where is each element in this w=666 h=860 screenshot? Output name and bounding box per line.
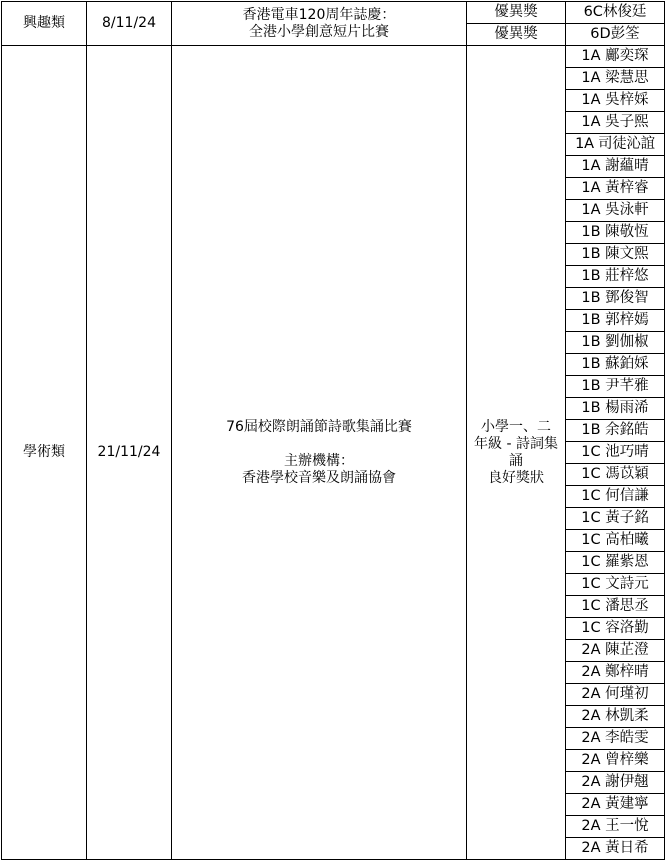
student-name-cell: 1B 鄧俊智 — [566, 288, 665, 310]
date-cell: 21/11/24 — [87, 46, 172, 860]
student-name-cell: 1C 馮苡穎 — [566, 464, 665, 486]
student-name-cell: 1C 何信謙 — [566, 486, 665, 508]
student-name-cell: 2A 鄭梓晴 — [566, 662, 665, 684]
student-name-cell: 6C林俊廷 — [566, 2, 665, 24]
table-row — [2, 2, 665, 24]
award-cell: 優異獎 — [467, 24, 566, 46]
organizer-name: 香港學校音樂及朗誦協會 — [242, 469, 396, 486]
student-name-cell: 1A 梁慧思 — [566, 68, 665, 90]
table-row — [2, 46, 665, 68]
student-name-cell: 1B 郭梓嫣 — [566, 310, 665, 332]
student-name-cell: 2A 林凱柔 — [566, 706, 665, 728]
student-name-cell: 2A 黃日希 — [566, 838, 665, 860]
student-name-cell: 1A 黃梓睿 — [566, 178, 665, 200]
student-name-cell: 1B 蘇鉑婇 — [566, 354, 665, 376]
student-name-cell: 2A 謝伊翹 — [566, 772, 665, 794]
student-name-cell: 2A 何瑾初 — [566, 684, 665, 706]
student-name-cell: 1A 吳子熙 — [566, 112, 665, 134]
student-name-cell: 1B 余銘皓 — [566, 420, 665, 442]
student-name-cell: 2A 王一悅 — [566, 816, 665, 838]
student-name-cell: 2A 李皓雯 — [566, 728, 665, 750]
event-cell — [172, 46, 467, 860]
award-line: 小學一、二 — [481, 418, 551, 435]
student-name-cell: 1B 陳文熙 — [566, 244, 665, 266]
awards-table — [1, 1, 665, 860]
event-cell — [172, 2, 467, 46]
student-name-cell: 2A 陳芷澄 — [566, 640, 665, 662]
event-line: 全港小學創意短片比賽 — [249, 23, 389, 40]
student-name-cell: 1C 容洛勤 — [566, 618, 665, 640]
student-name-cell: 1B 劉伽椒 — [566, 332, 665, 354]
award-cell: 優異獎 — [467, 2, 566, 24]
student-name-cell: 1A 吳泳軒 — [566, 200, 665, 222]
student-name-cell: 1A 鄺奕琛 — [566, 46, 665, 68]
student-name-cell: 6D彭筌 — [566, 24, 665, 46]
organizer-label: 主辦機構： — [284, 452, 354, 469]
student-name-cell: 1B 尹芊雅 — [566, 376, 665, 398]
student-name-cell: 1B 楊雨浠 — [566, 398, 665, 420]
award-cell — [467, 46, 566, 860]
student-name-cell: 1C 羅紫恩 — [566, 552, 665, 574]
student-name-cell: 2A 黃建寧 — [566, 794, 665, 816]
category-cell: 興趣類 — [2, 2, 87, 46]
student-name-cell: 2A 曾梓樂 — [566, 750, 665, 772]
category-cell: 學術類 — [2, 46, 87, 860]
student-name-cell: 1A 謝蘊晴 — [566, 156, 665, 178]
student-name-cell: 1A 司徒沁誼 — [566, 134, 665, 156]
award-line: 誦 — [509, 452, 523, 469]
student-name-cell: 1C 高柏曦 — [566, 530, 665, 552]
student-name-cell: 1C 池巧晴 — [566, 442, 665, 464]
student-name-cell: 1A 吳梓婇 — [566, 90, 665, 112]
event-title: 76屆校際朗誦節詩歌集誦比賽 — [226, 418, 412, 435]
award-line: 良好獎狀 — [488, 469, 544, 486]
student-name-cell: 1C 文詩元 — [566, 574, 665, 596]
date-cell: 8/11/24 — [87, 2, 172, 46]
student-name-cell: 1C 黃子銘 — [566, 508, 665, 530]
student-name-cell: 1C 潘思丞 — [566, 596, 665, 618]
event-line: 香港電車120周年誌慶： — [242, 6, 396, 23]
student-name-cell: 1B 陳敬恆 — [566, 222, 665, 244]
award-line: 年級 - 詩詞集 — [474, 435, 558, 452]
student-name-cell: 1B 莊梓悠 — [566, 266, 665, 288]
